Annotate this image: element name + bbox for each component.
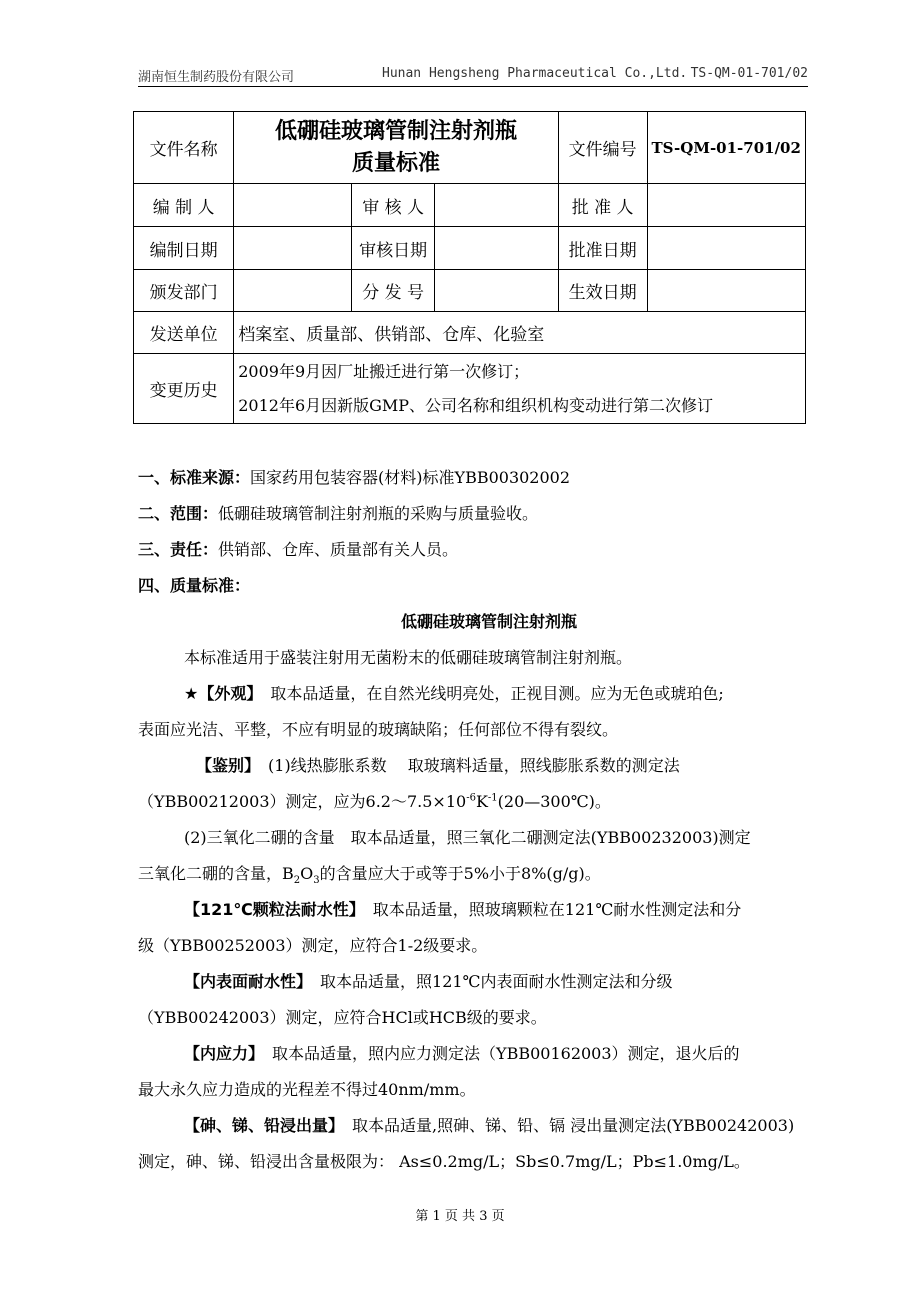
appearance-para (138, 676, 810, 712)
document-body (138, 460, 810, 1180)
approve-date-value (647, 227, 806, 270)
ident-line2-sup: -6 (466, 792, 476, 804)
appearance-line1: 取本品适量，在自然光线明亮处，正视目测。应为无色或琥珀色; (254, 684, 724, 703)
stress-line2: 最大永久应力造成的光程差不得过40nm/mm。 (138, 1080, 476, 1099)
ident-line4-sub1: 2 (293, 875, 301, 887)
dist-no-label: 分 发 号 (352, 270, 435, 312)
document-info-table (133, 111, 806, 424)
section-3-text: 供销部、仓库、质量部有关人员。 (218, 540, 459, 559)
inner-line1: 取本品适量，照121℃内表面耐水性测定法和分级 (304, 972, 673, 991)
inner-line2: （YBB00242003）测定，应符合HCl或HCB级的要求。 (138, 1008, 547, 1027)
section-4-label: 四、质量标准： (138, 576, 251, 595)
leach-para (138, 1108, 810, 1144)
grain-para (138, 892, 810, 928)
ident-line2-c: (20—300℃)。 (497, 792, 611, 811)
header-doc-code: TS-QM-01-701/02 (690, 66, 808, 81)
ident-line1: (1)线热膨胀系数 取玻璃料适量，照线膨胀系数的测定法 (252, 756, 680, 775)
inner-para (138, 964, 810, 1000)
ident-label: 【鉴别】 (196, 756, 253, 775)
ident-line4-b: O (300, 864, 314, 883)
standard-title: 低硼硅玻璃管制注射剂瓶 (400, 612, 577, 631)
compile-date-value (234, 227, 352, 270)
history-entry-2: 2012年6月因新版GMP、公司名称和组织机构变动进行第二次修订 (238, 395, 714, 415)
section-2-text: 低硼硅玻璃管制注射剂瓶的采购与质量验收。 (218, 504, 539, 523)
file-no-value: TS-QM-01-701/02 (647, 112, 806, 184)
effective-date-value (647, 270, 806, 312)
section-3 (138, 532, 810, 568)
approver-label: 批 准 人 (558, 184, 647, 227)
section-3-label: 三、责任： (138, 540, 219, 559)
history-label: 变更历史 (134, 354, 234, 424)
ident-line2-sup2: -1 (487, 792, 498, 804)
inner-label: 【内表面耐水性】 (184, 972, 305, 991)
send-to-label: 发送单位 (134, 312, 234, 354)
stress-para (138, 1036, 810, 1072)
effective-date-label: 生效日期 (558, 270, 647, 312)
page-header (138, 64, 808, 87)
ident-line4-a: 三氧化二硼的含量，B (138, 864, 294, 883)
company-name-cn: 湖南恒生制药股份有限公司 (138, 70, 295, 85)
leach-label: 【砷、锑、铅浸出量】 (184, 1116, 337, 1135)
leach-line2: 测定，砷、锑、铅浸出含量极限为： As≤0.2mg/L；Sb≤0.7mg/L；Pb≤1.0mg/L。 (138, 1152, 750, 1171)
stress-label: 【内应力】 (184, 1044, 257, 1063)
file-name-line1: 低硼硅玻璃管制注射剂瓶 (275, 118, 518, 144)
grain-line1: 取本品适量，照玻璃颗粒在121℃耐水性测定法和分 (356, 900, 742, 919)
stress-line1: 取本品适量，照内应力测定法（YBB00162003）测定，退火后的 (256, 1044, 740, 1063)
section-1-label: 一、标准来源： (138, 468, 251, 487)
section-4 (138, 568, 810, 604)
review-date-label: 审核日期 (352, 227, 435, 270)
ident-line4-c: 的含量应大于或等于5%小于8%(g/g)。 (319, 864, 601, 883)
ident-line2-b: K (475, 792, 488, 811)
review-date-value (435, 227, 559, 270)
issue-dept-label: 颁发部门 (134, 270, 234, 312)
file-name-label: 文件名称 (134, 112, 234, 184)
ident-line3: (2)三氧化二硼的含量 取本品适量，照三氧化二硼测定法(YBB00232003)测定 (184, 828, 751, 847)
compiler-label: 编 制 人 (134, 184, 234, 227)
approve-date-label: 批准日期 (558, 227, 647, 270)
issue-dept-value (234, 270, 352, 312)
grain-line2: 级（YBB00252003）测定，应符合1-2级要求。 (138, 936, 488, 955)
section-2 (138, 496, 810, 532)
grain-label: 【121℃颗粒法耐水性】 (184, 900, 357, 919)
reviewer-value (435, 184, 559, 227)
file-name-value (234, 112, 559, 184)
company-name-en: Hunan Hengsheng Pharmaceutical Co.,Ltd. (382, 66, 688, 81)
ident-line4 (138, 856, 810, 892)
history-entry-1: 2009年9月因厂址搬迁进行第一次修订； (238, 361, 530, 381)
dist-no-value (435, 270, 559, 312)
compile-date-label: 编制日期 (134, 227, 234, 270)
leach-line1: 取本品适量,照砷、锑、铅、镉 浸出量测定法(YBB00242003) (336, 1116, 795, 1135)
approver-value (647, 184, 806, 227)
ident-line4-sub2: 3 (313, 875, 320, 887)
ident-para (138, 748, 810, 784)
page-footer: 第 1 页 共 3 页 (415, 1209, 505, 1224)
ident-line2 (138, 784, 810, 820)
standard-intro: 本标准适用于盛装注射用无菌粉末的低硼硅玻璃管制注射剂瓶。 (184, 648, 633, 667)
section-2-label: 二、范围： (138, 504, 219, 523)
reviewer-label: 审 核 人 (352, 184, 435, 227)
compiler-value (234, 184, 352, 227)
ident-line2-a: （YBB00212003）测定，应为6.2～7.5×10 (138, 792, 467, 811)
file-no-label: 文件编号 (558, 112, 647, 184)
appearance-line2: 表面应光洁、平整，不应有明显的玻璃缺陷；任何部位不得有裂纹。 (138, 720, 619, 739)
section-1 (138, 460, 810, 496)
section-1-text: 国家药用包装容器(材料)标准YBB00302002 (250, 468, 571, 487)
file-name-line2: 质量标准 (352, 150, 441, 176)
history-value (234, 354, 806, 424)
appearance-label: ★【外观】 (184, 684, 255, 703)
send-to-value: 档案室、质量部、供销部、仓库、化验室 (234, 312, 806, 354)
